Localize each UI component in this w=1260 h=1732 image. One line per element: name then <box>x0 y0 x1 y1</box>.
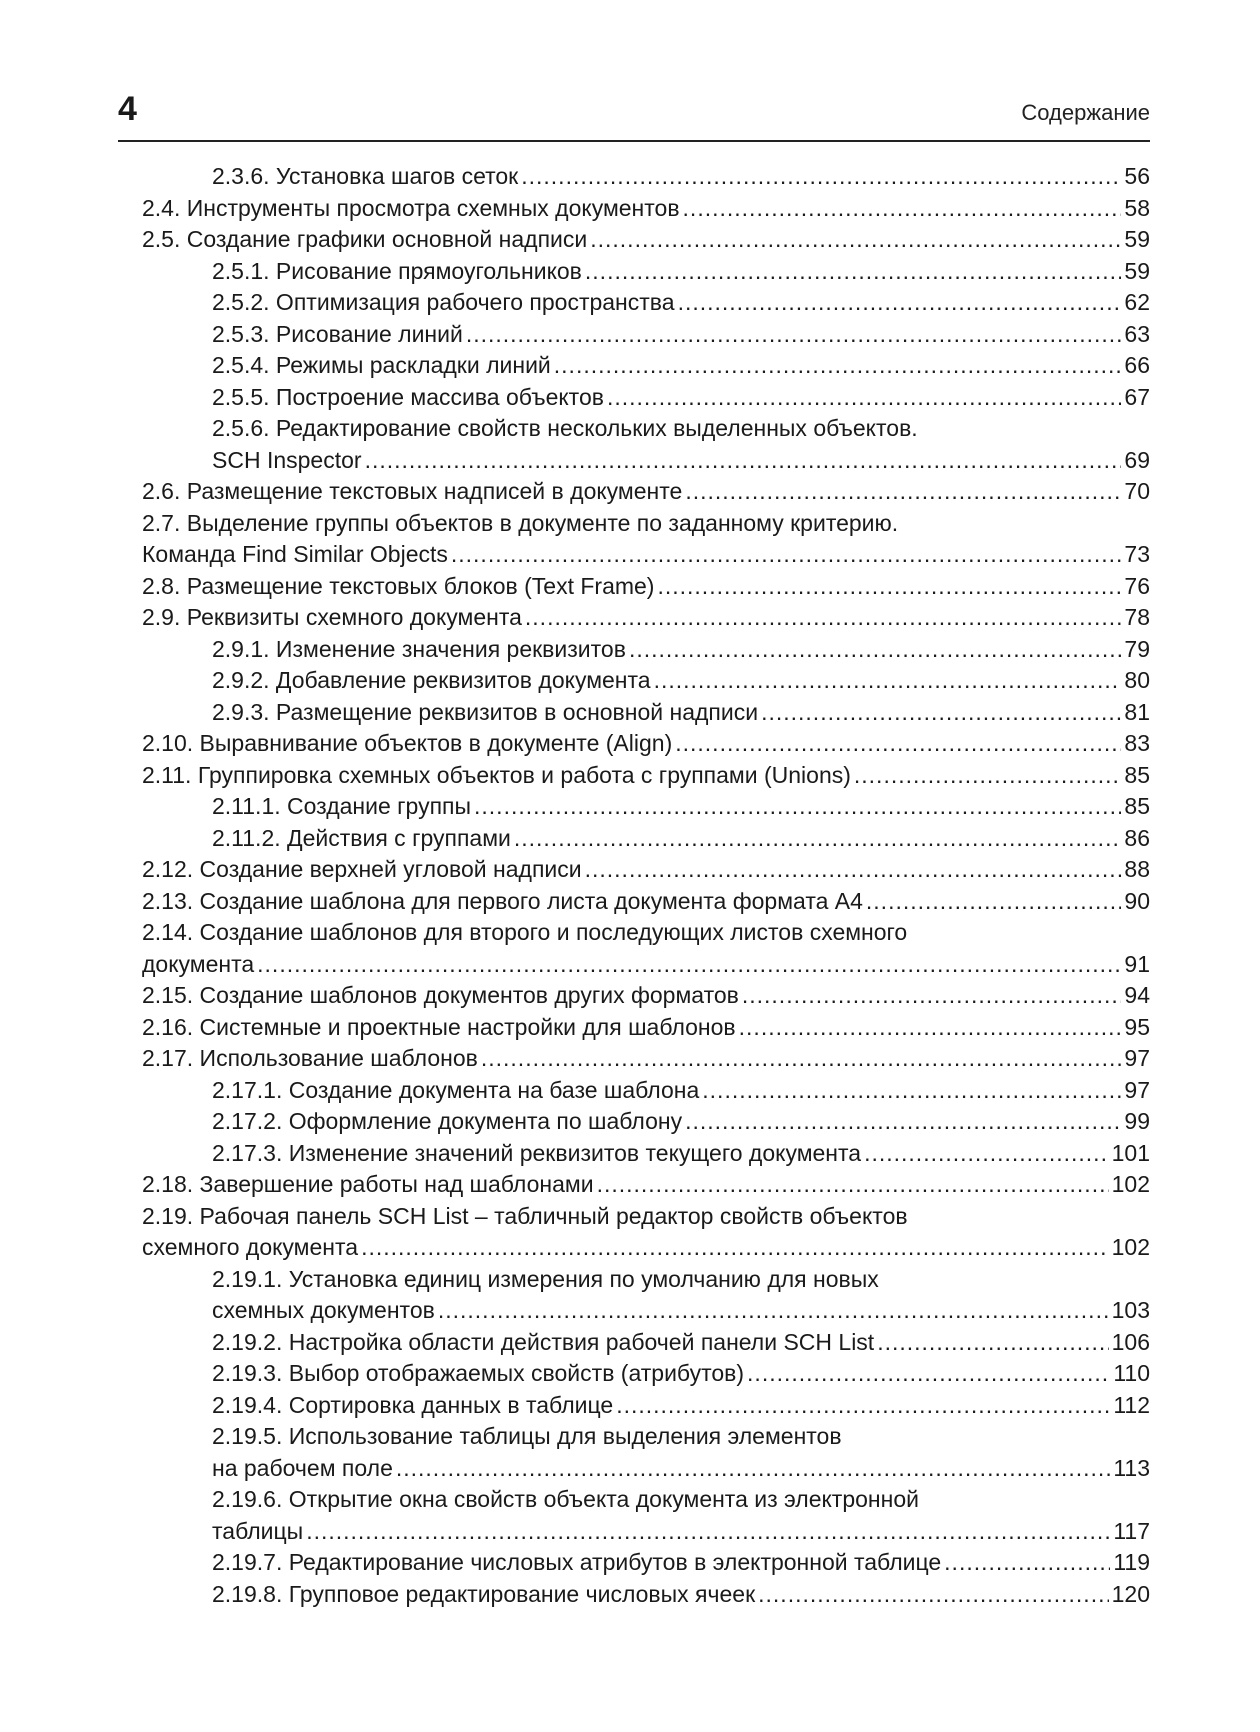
toc-entry-title: 2.6. Размещение текстовых надписей в документе <box>142 478 683 504</box>
toc-entry <box>142 980 1150 1012</box>
toc-page-number: 73 <box>1124 541 1150 567</box>
dot-leader <box>438 1295 1109 1327</box>
toc-page-number: 101 <box>1111 1139 1150 1166</box>
dot-leader <box>585 854 1122 886</box>
toc-entry <box>142 823 1150 855</box>
toc-page-number: 66 <box>1124 352 1150 378</box>
toc-entry-title: 2.19.2. Настройка области действия рабочей панели SCH List <box>212 1328 875 1355</box>
dot-leader <box>597 1169 1109 1201</box>
toc-entry-title: 2.19.8. Групповое редактирование числовых ячеек <box>212 1580 756 1607</box>
toc-entry <box>142 1012 1150 1044</box>
toc-page-number: 112 <box>1113 1391 1150 1418</box>
toc-entry-title: 2.19.7. Редактирование числовых атрибутов в электронной таблице <box>212 1549 942 1575</box>
dot-leader <box>742 980 1122 1012</box>
toc-entry <box>142 224 1150 256</box>
toc-entry-line <box>212 1075 1150 1107</box>
toc-entry-line <box>212 1358 1150 1390</box>
toc-entry-title: 2.18. Завершение работы над шаблонами <box>142 1171 594 1197</box>
toc-entry <box>142 1358 1150 1390</box>
toc-entry-title: схемных документов <box>212 1297 435 1323</box>
toc-entry-line <box>212 1138 1150 1170</box>
toc-entry-title: документа <box>142 950 255 977</box>
dot-leader <box>683 193 1122 225</box>
toc-entry <box>142 1421 1150 1484</box>
toc-entry-line <box>142 224 1150 256</box>
toc-entry-line <box>212 1390 1150 1422</box>
toc-entry-line <box>142 760 1150 792</box>
toc-page-number: 76 <box>1124 572 1150 599</box>
dot-leader <box>877 1327 1108 1359</box>
toc-page-number: 62 <box>1124 289 1150 315</box>
toc-entry-title: Команда Find Similar Objects <box>142 541 448 567</box>
toc-entry-title: 2.17.3. Изменение значений реквизитов текущего документа <box>212 1139 862 1166</box>
toc-entry-line <box>142 1232 1150 1264</box>
dot-leader <box>761 697 1121 729</box>
toc-entry <box>142 1138 1150 1170</box>
dot-leader <box>678 287 1122 319</box>
toc-entry-title: 2.11.1. Создание группы <box>212 793 472 819</box>
toc-page-number: 97 <box>1124 1045 1150 1071</box>
toc-entry-title: 2.12. Создание верхней угловой надписи <box>142 856 582 882</box>
toc-entry <box>142 854 1150 886</box>
dot-leader <box>854 760 1122 792</box>
toc-page-number: 85 <box>1124 793 1150 819</box>
toc-page-number: 110 <box>1113 1360 1150 1386</box>
toc-entry-line <box>142 1169 1150 1201</box>
toc-page-number: 99 <box>1124 1108 1150 1134</box>
toc-entry <box>142 1327 1150 1359</box>
toc-entry-title: 2.9.3. Размещение реквизитов в основной надписи <box>212 698 759 725</box>
toc-page-number: 113 <box>1113 1454 1150 1481</box>
toc-entry-line <box>142 980 1150 1012</box>
toc-entry-title: 2.17. Использование шаблонов <box>142 1045 478 1071</box>
toc-entry-title: 2.9.1. Изменение значения реквизитов <box>212 635 626 662</box>
dot-leader <box>365 445 1122 477</box>
toc-entry-line <box>212 1516 1150 1548</box>
toc-entry-title: таблицы <box>212 1517 304 1544</box>
dot-leader <box>474 791 1121 823</box>
dot-leader <box>685 1106 1121 1138</box>
toc-page-number: 86 <box>1124 824 1150 851</box>
toc-entry-title: 2.3.6. Установка шагов сеток <box>212 163 519 189</box>
dot-leader <box>739 1012 1122 1044</box>
toc-entry-line <box>212 791 1150 823</box>
toc-page-number: 81 <box>1124 698 1150 725</box>
toc-page-number: 119 <box>1113 1549 1150 1575</box>
toc-page-number: 94 <box>1124 982 1150 1008</box>
dot-leader <box>654 665 1122 697</box>
toc-entry-line <box>212 382 1150 414</box>
page-number: 4 <box>118 90 137 128</box>
toc-page-number: 58 <box>1124 194 1150 221</box>
toc-entry-line <box>212 1547 1150 1579</box>
toc-page-number: 106 <box>1111 1328 1150 1355</box>
toc-entry-title: 2.5.5. Построение массива объектов <box>212 383 604 410</box>
toc-entry-line <box>212 1327 1150 1359</box>
toc-entry-title: 2.9.2. Добавление реквизитов документа <box>212 667 651 693</box>
toc-entry-line <box>142 602 1150 634</box>
toc-entry <box>142 791 1150 823</box>
toc-entry-title: 2.5. Создание графики основной надписи <box>142 226 588 252</box>
toc-entry-line <box>212 665 1150 697</box>
dot-leader <box>361 1232 1109 1264</box>
toc-entry-line <box>212 161 1150 193</box>
toc-page-number: 69 <box>1124 446 1150 473</box>
toc-entry-line <box>212 1106 1150 1138</box>
toc-entry-title: 2.8. Размещение текстовых блоков (Text Frame) <box>142 572 655 599</box>
toc-entry <box>142 1390 1150 1422</box>
toc-page-number: 59 <box>1124 226 1150 252</box>
dot-leader <box>685 476 1121 508</box>
dot-leader <box>629 634 1121 666</box>
toc-entry-line <box>212 256 1150 288</box>
toc-page-number: 85 <box>1124 761 1150 788</box>
toc-entry-title: 2.5.1. Рисование прямоугольников <box>212 257 582 284</box>
toc-entry-title-line: 2.19.1. Установка единиц измерения по умолчанию для новых <box>212 1265 879 1292</box>
toc-entry <box>142 1169 1150 1201</box>
dot-leader <box>585 256 1122 288</box>
toc-entry-line <box>212 287 1150 319</box>
toc-entry-line <box>212 319 1150 351</box>
toc-page-number: 117 <box>1113 1517 1150 1544</box>
toc-entry-line <box>142 1012 1150 1044</box>
toc-entry-title: 2.17.1. Создание документа на базе шаблона <box>212 1076 700 1103</box>
toc-entry <box>142 602 1150 634</box>
toc-entry-line <box>212 1579 1150 1611</box>
toc-entry <box>142 1484 1150 1547</box>
dot-leader <box>675 728 1121 760</box>
toc-entry-title-line: 2.19.6. Открытие окна свойств объекта документа из электронной <box>212 1486 919 1512</box>
toc-entry <box>142 382 1150 414</box>
toc-entry-line <box>142 193 1150 225</box>
toc-entry-line <box>142 949 1150 981</box>
toc-entry-title: 2.11.2. Действия с группами <box>212 824 511 851</box>
table-of-contents <box>142 161 1150 1610</box>
dot-leader <box>554 350 1122 382</box>
toc-entry <box>142 476 1150 508</box>
toc-entry <box>142 760 1150 792</box>
toc-entry-line <box>142 1043 1150 1075</box>
toc-entry-line <box>212 445 1150 477</box>
toc-entry <box>142 287 1150 319</box>
toc-entry-line <box>142 539 1150 571</box>
toc-entry <box>142 728 1150 760</box>
toc-entry <box>142 1547 1150 1579</box>
toc-entry-line <box>142 571 1150 603</box>
toc-entry-title: 2.19.4. Сортировка данных в таблице <box>212 1391 614 1418</box>
toc-entry-line <box>212 1295 1150 1327</box>
toc-entry-title: 2.16. Системные и проектные настройки для шаблонов <box>142 1013 736 1040</box>
toc-entry-title: 2.5.2. Оптимизация рабочего пространства <box>212 289 675 315</box>
toc-entry-line <box>212 823 1150 855</box>
toc-page-number: 79 <box>1124 635 1150 662</box>
toc-entry <box>142 1075 1150 1107</box>
toc-entry-line <box>142 728 1150 760</box>
dot-leader <box>657 571 1121 603</box>
toc-page-number: 102 <box>1111 1171 1150 1197</box>
toc-page-number: 70 <box>1124 478 1150 504</box>
toc-entry-title-line: 2.19. Рабочая панель SCH List – табличный редактор свойств объектов <box>142 1202 908 1229</box>
dot-leader <box>944 1547 1110 1579</box>
toc-entry <box>142 571 1150 603</box>
toc-entry-title: 2.9. Реквизиты схемного документа <box>142 604 522 630</box>
toc-entry-title-line: 2.5.6. Редактирование свойств нескольких выделенных объектов. <box>212 415 918 441</box>
dot-leader <box>525 602 1122 634</box>
toc-entry <box>142 319 1150 351</box>
toc-page-number: 90 <box>1124 887 1150 914</box>
toc-entry-title: 2.4. Инструменты просмотра схемных документов <box>142 194 680 221</box>
toc-entry-line <box>212 697 1150 729</box>
toc-page-number: 103 <box>1111 1297 1150 1323</box>
toc-entry <box>142 886 1150 918</box>
toc-entry-title: 2.13. Создание шаблона для первого листа документа формата А4 <box>142 887 863 914</box>
toc-entry <box>142 413 1150 476</box>
dot-leader <box>607 382 1121 414</box>
toc-page-number: 120 <box>1111 1580 1150 1607</box>
toc-entry-title-line: 2.7. Выделение группы объектов в документе по заданному критерию. <box>142 509 899 536</box>
dot-leader <box>257 949 1121 981</box>
toc-page-number: 63 <box>1124 320 1150 347</box>
toc-entry-title: 2.17.2. Оформление документа по шаблону <box>212 1108 683 1134</box>
toc-page-number: 91 <box>1124 950 1150 977</box>
toc-entry-title-line: 2.14. Создание шаблонов для второго и последующих листов схемного <box>142 919 908 945</box>
running-header-title: Содержание <box>1021 100 1150 125</box>
toc-entry-title: 2.10. Выравнивание объектов в документе (Align) <box>142 730 673 756</box>
toc-entry-line <box>142 854 1150 886</box>
toc-entry <box>142 350 1150 382</box>
dot-leader <box>747 1358 1110 1390</box>
toc-page-number: 78 <box>1124 604 1150 630</box>
toc-entry-line <box>212 1453 1150 1485</box>
dot-leader <box>306 1516 1110 1548</box>
dot-leader <box>616 1390 1110 1422</box>
dot-leader <box>758 1579 1108 1611</box>
toc-entry-title: 2.15. Создание шаблонов документов других форматов <box>142 982 739 1008</box>
toc-page-number: 67 <box>1124 383 1150 410</box>
toc-entry-title: 2.19.3. Выбор отображаемых свойств (атрибутов) <box>212 1360 745 1386</box>
toc-entry <box>142 1106 1150 1138</box>
dot-leader <box>481 1043 1122 1075</box>
toc-entry <box>142 1043 1150 1075</box>
toc-entry-title: 2.5.3. Рисование линий <box>212 320 463 347</box>
toc-entry <box>142 917 1150 980</box>
toc-entry <box>142 665 1150 697</box>
dot-leader <box>702 1075 1121 1107</box>
toc-page-number: 88 <box>1124 856 1150 882</box>
toc-page-number: 95 <box>1124 1013 1150 1040</box>
dot-leader <box>866 886 1122 918</box>
dot-leader <box>590 224 1121 256</box>
toc-entry-title: на рабочем поле <box>212 1454 393 1481</box>
dot-leader <box>466 319 1122 351</box>
toc-entry-title: 2.11. Группировка схемных объектов и работа с группами (Unions) <box>142 761 851 788</box>
toc-page-number: 59 <box>1124 257 1150 284</box>
toc-entry-line <box>142 886 1150 918</box>
toc-entry-title: 2.5.4. Режимы раскладки линий <box>212 352 551 378</box>
toc-entry <box>142 634 1150 666</box>
toc-entry <box>142 256 1150 288</box>
toc-entry <box>142 1579 1150 1611</box>
toc-page-number: 56 <box>1124 163 1150 189</box>
toc-entry <box>142 1264 1150 1327</box>
dot-leader <box>514 823 1122 855</box>
header-rule <box>118 140 1150 142</box>
toc-entry-title: SCH Inspector <box>212 446 362 473</box>
toc-page-number: 97 <box>1124 1076 1150 1103</box>
dot-leader <box>396 1453 1110 1485</box>
dot-leader <box>864 1138 1109 1170</box>
toc-entry <box>142 193 1150 225</box>
toc-entry-title: схемного документа <box>142 1234 359 1260</box>
toc-page-number: 102 <box>1111 1234 1150 1260</box>
toc-entry-title-line: 2.19.5. Использование таблицы для выделения элементов <box>212 1423 842 1449</box>
dot-leader <box>451 539 1122 571</box>
toc-entry-line <box>212 634 1150 666</box>
toc-page-number: 83 <box>1124 730 1150 756</box>
toc-entry <box>142 697 1150 729</box>
toc-entry-line <box>142 476 1150 508</box>
toc-entry <box>142 161 1150 193</box>
toc-entry <box>142 508 1150 571</box>
toc-entry <box>142 1201 1150 1264</box>
toc-page-number: 80 <box>1124 667 1150 693</box>
toc-entry-line <box>212 350 1150 382</box>
dot-leader <box>521 161 1121 193</box>
